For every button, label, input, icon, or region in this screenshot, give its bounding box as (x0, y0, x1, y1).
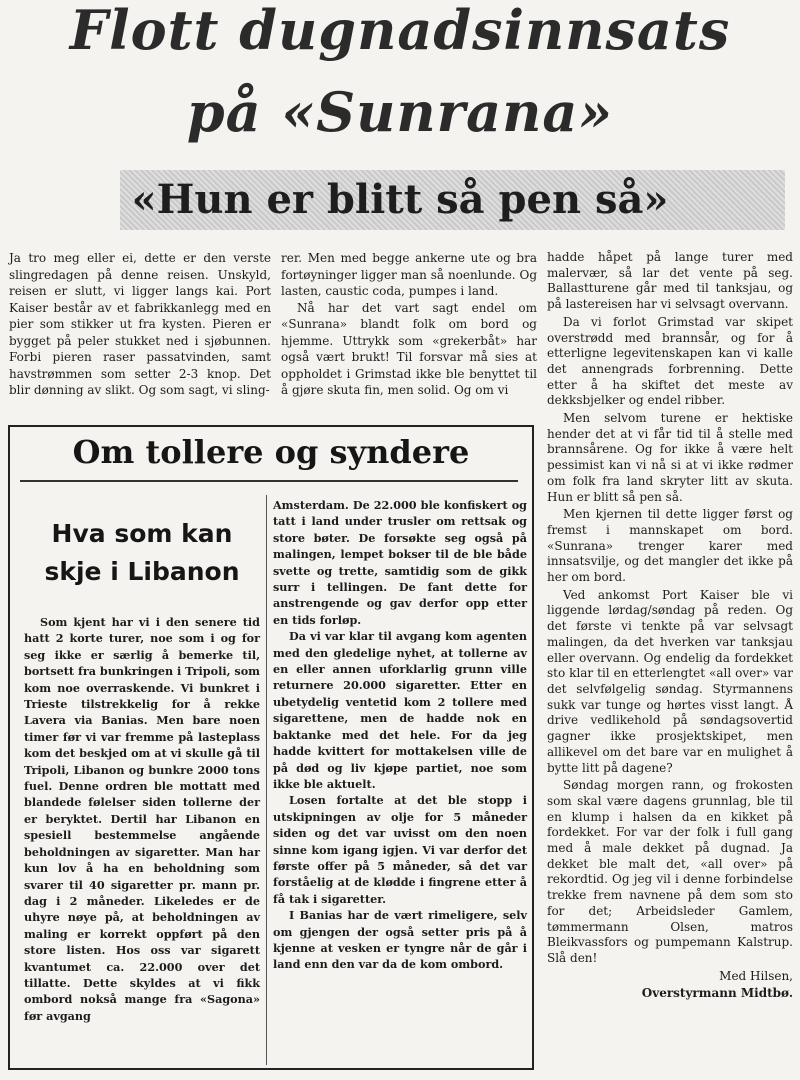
box-column-1 (24, 614, 260, 1024)
article-paragraph: Men selvom turene er hektiske hender det at vi får tid til å stelle med brannsårene. Og for ikke å være helt pessimist kan vi nå si at vi ikke rødmer om folk fra land skryter litt av skuta. Hun er blitt så pen så. (547, 411, 793, 504)
box-column-divider (266, 495, 267, 1065)
box-article-title: Om tollere og syndere (72, 433, 470, 471)
article-column-2 (281, 250, 537, 399)
article-paragraph: Ved ankomst Port Kaiser ble vi liggende lørdag/søndag på reden. Og det første vi tenkte på var selvsagt malingen, da det hverken var tanksjau eller overvann. Og endelig da fordekket sto klar til en etterlengtet «all over» var det selvfølgelig søndag. Styrmannens sukk var tunge og hørtes visst langt. Å drive vedlikehold på søndagsovertid gagner ikke prosjektskipet, men allikevel om det bare var en mulighet å bytte litt på dagene? (547, 587, 793, 775)
box-paragraph: Som kjent har vi i den senere tid hatt 2 korte turer, noe som i og for seg ikke er særlig å bemerke til, bortsett fra bunkringen i Tripoli, som kom noe overraskende. Vi bunkret i Trieste tilstrekkelig for å rekke Lavera via Banias. Men bare noen timer før vi var fremme på lasteplass kom det beskjed om at vi skulle gå til Tripoli, Libanon og bunkre 2000 tons fuel. Denne ordren ble mottatt med blandede følelser siden tollerne der er beryktet. Dertil har Libanon en spesiell bestemmelse angående beholdningen av sigaretter. Man har kun lov å ha en beholdning som svarer til 40 sigaretter pr. mann pr. dag i 2 måneder. Likeledes er de uhyre nøye på, at beholdningen av maling er korrekt oppført på den store listen. Hos oss var sigarett kvantumet ca. 22.000 over det tillatte. Dette skyldes at vi fikk ombord nokså mange fra «Sagona» før avgang (24, 615, 260, 1023)
article-paragraph: Men kjernen til dette ligger først og fremst i mannskapet om bord. «Sunrana» trenger karer med innsatsvilje, og det mangler det ikke på her om bord. (547, 507, 793, 585)
box-column-2 (273, 497, 527, 973)
box-paragraph: Amsterdam. De 22.000 ble konfiskert og tatt i land under trusler om rettsak og store bøter. De forsøkte seg også på malingen, lempet bokser til de ble både svette og trette, samtidig som de gikk surr i tellingen. De fant dette for anstrengende og gav derfor opp etter en tids forløp. (273, 498, 527, 627)
article-paragraph: Søndag morgen rann, og frokosten som skal være dagens grunnlag, ble til en klump i halsen da en kikket på fordekket. For var der folk i full gang med å male dekket på dugnad. Ja dekket ble malt det, «all over» på rekordtid. Og jeg vil i denne forbindelse trekke frem navnene på dem som sto for det; Arbeidsleder Gamlem, tømmermann Olsen, matros Bleikvassfors og pumpemann Kalstrup. Slå den! (547, 778, 793, 965)
article-paragraph: rer. Men med begge ankerne ute og bra fortøyninger ligger man så noenlunde. Og lasten, caustic coda, pumpes i land. (281, 251, 537, 298)
closing-greeting: Med Hilsen, (719, 968, 793, 983)
box-paragraph: Losen fortalte at det ble stopp i utskipningen av olje for 5 måneder siden og det var uvisst om den noen sinne kom igang igjen. Vi var derfor det første offer på 5 måneder, så det var forståelig at de klødde i fingrene etter å få tak i sigaretter. (273, 793, 527, 906)
box-article-subtitle (26, 515, 258, 591)
headline-line-1: Flott dugnadsinnsats (69, 0, 731, 62)
article-paragraph: Nå har det vart sagt endel om «Sunrana» blandt folk om bord og hjemme. Uttrykk som «grekerbåt» har også vært brukt! Til forsvar må sies at oppholdet i Grimstad ikke ble benyttet til å gjøre skuta fin, men solid. Og om vi (281, 300, 537, 397)
subheadline: «Hun er blitt så pen så» (131, 176, 669, 223)
article-paragraph: Da vi forlot Grimstad var skipet overstrødd med brannsår, og for å etterligne legevitenskapen kan vi kalle det annengrads forbrenning. Dette etter å ha skiftet det meste av dekksbjelker og endel ribber. (547, 314, 793, 408)
article-column-1 (9, 250, 271, 399)
box-paragraph: Da vi var klar til avgang kom agenten med den gledelige nyhet, at tollerne av en eller annen uforklarlig grunn ville returnere 20.000 sigaretter. Etter en ubetydelig ventetid kom 2 tollere med sigarettene, men de hadde nok en baktanke med det hele. For da jeg hadde kvittert for mottakelsen ville de på død og liv kjøpe partiet, noe som ikke ble aktuelt. (273, 629, 527, 791)
author-signature: Overstyrmann Midtbø. (641, 986, 793, 1001)
box-paragraph: I Banias har de vært rimeligere, selv om gjengen der også setter pris på å kjenne at vesken er tyngre når de går i land enn den var da de kom ombord. (273, 908, 527, 972)
box-title-rule (20, 480, 518, 482)
box-subtitle-line-1: Hva som kan (51, 519, 233, 548)
headline-line-2: på «Sunrana» (186, 80, 614, 144)
article-paragraph: Ja tro meg eller ei, dette er den verste slingredagen på denne reisen. Unskyld, reisen er slutt, vi ligger langs kai. Port Kaiser består av et fabrikkanlegg med en pier som stikker ut fra kysten. Pieren er bygget på peler stukket ned i sjøbunnen. Forbi pieren raser passatvinden, samt havstrømmen som setter 2-3 knop. Det blir dønning av slikt. Og som sagt, vi sling- (9, 251, 271, 397)
article-paragraph: hadde håpet på lange turer med malervær, så lar det vente på seg. Ballastturene går med til tanksjau, og på lastereisen har vi selvsagt overvann. (547, 250, 793, 312)
article-column-3 (547, 250, 793, 1004)
box-subtitle-line-2: skje i Libanon (44, 557, 240, 586)
